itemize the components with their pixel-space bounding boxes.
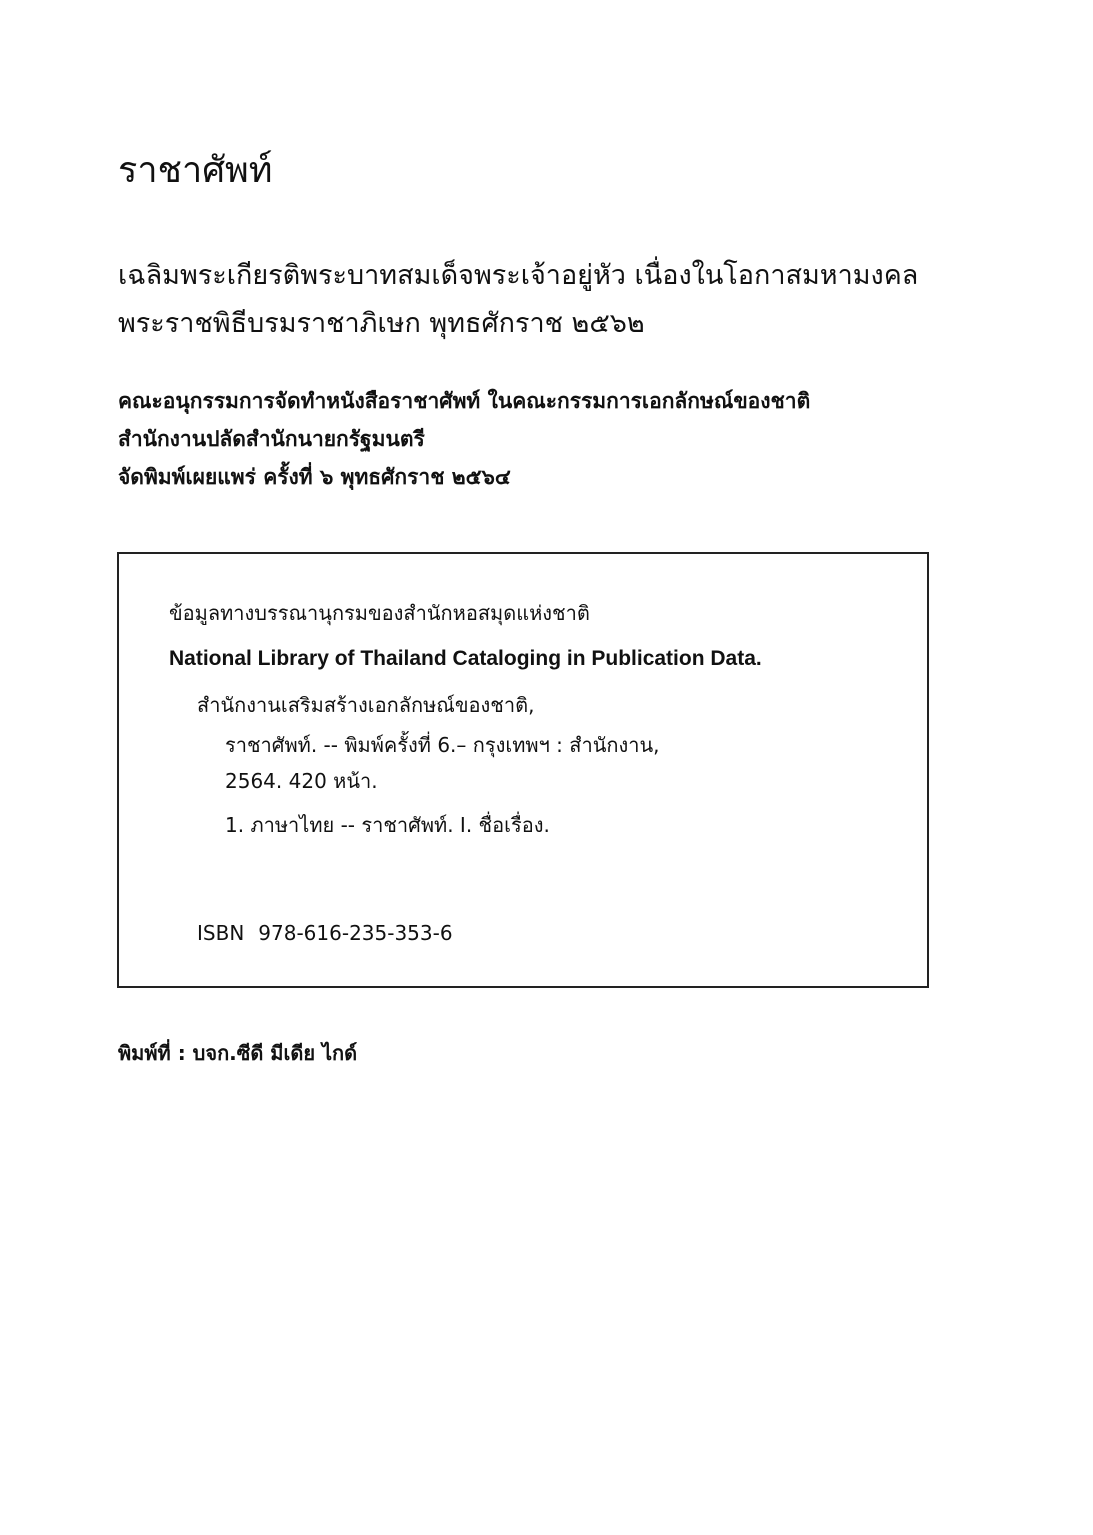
subtitle <box>118 252 918 348</box>
cip-data-box <box>117 552 929 988</box>
publisher-edition: จัดพิมพ์เผยแพร่ ครั้งที่ ๖ พุทธศักราช ๒๕๖๔ <box>118 465 511 489</box>
cip-author: สำนักงานเสริมสร้างเอกลักษณ์ของชาติ, <box>197 693 535 717</box>
isbn-value: 978-616-235-353-6 <box>258 921 453 945</box>
cip-heading-english: National Library of Thailand Cataloging in Publication Data. <box>169 647 762 670</box>
subtitle-line-2: พระราชพิธีบรมราชาภิเษก พุทธศักราช ๒๕๖๒ <box>118 308 645 339</box>
cip-heading-thai: ข้อมูลทางบรรณานุกรมของสำนักหอสมุดแห่งชาติ <box>169 601 590 625</box>
publisher-committee: คณะอนุกรรมการจัดทำหนังสือราชาศัพท์ ในคณะกรรมการเอกลักษณ์ของชาติ <box>118 389 811 413</box>
cip-imprint: 2564. 420 หน้า. <box>225 769 378 793</box>
page-title: ราชาศัพท์ <box>118 150 273 191</box>
printer-line: พิมพ์ที่ : บจก.ซีดี มีเดีย ไกด์ <box>118 1041 358 1065</box>
cip-subject: 1. ภาษาไทย -- ราชาศัพท์. I. ชื่อเรื่อง. <box>225 813 550 837</box>
publisher-office: สำนักงานปลัดสำนักนายกรัฐมนตรี <box>118 427 425 451</box>
publisher-block <box>118 382 810 496</box>
cip-isbn <box>197 918 453 948</box>
subtitle-line-1: เฉลิมพระเกียรติพระบาทสมเด็จพระเจ้าอยู่หัว เนื่องในโอกาสมหามงคล <box>118 260 919 291</box>
cip-title-line: ราชาศัพท์. -- พิมพ์ครั้งที่ 6.– กรุงเทพฯ : สำนักงาน, <box>225 733 660 757</box>
isbn-label: ISBN <box>197 921 245 945</box>
